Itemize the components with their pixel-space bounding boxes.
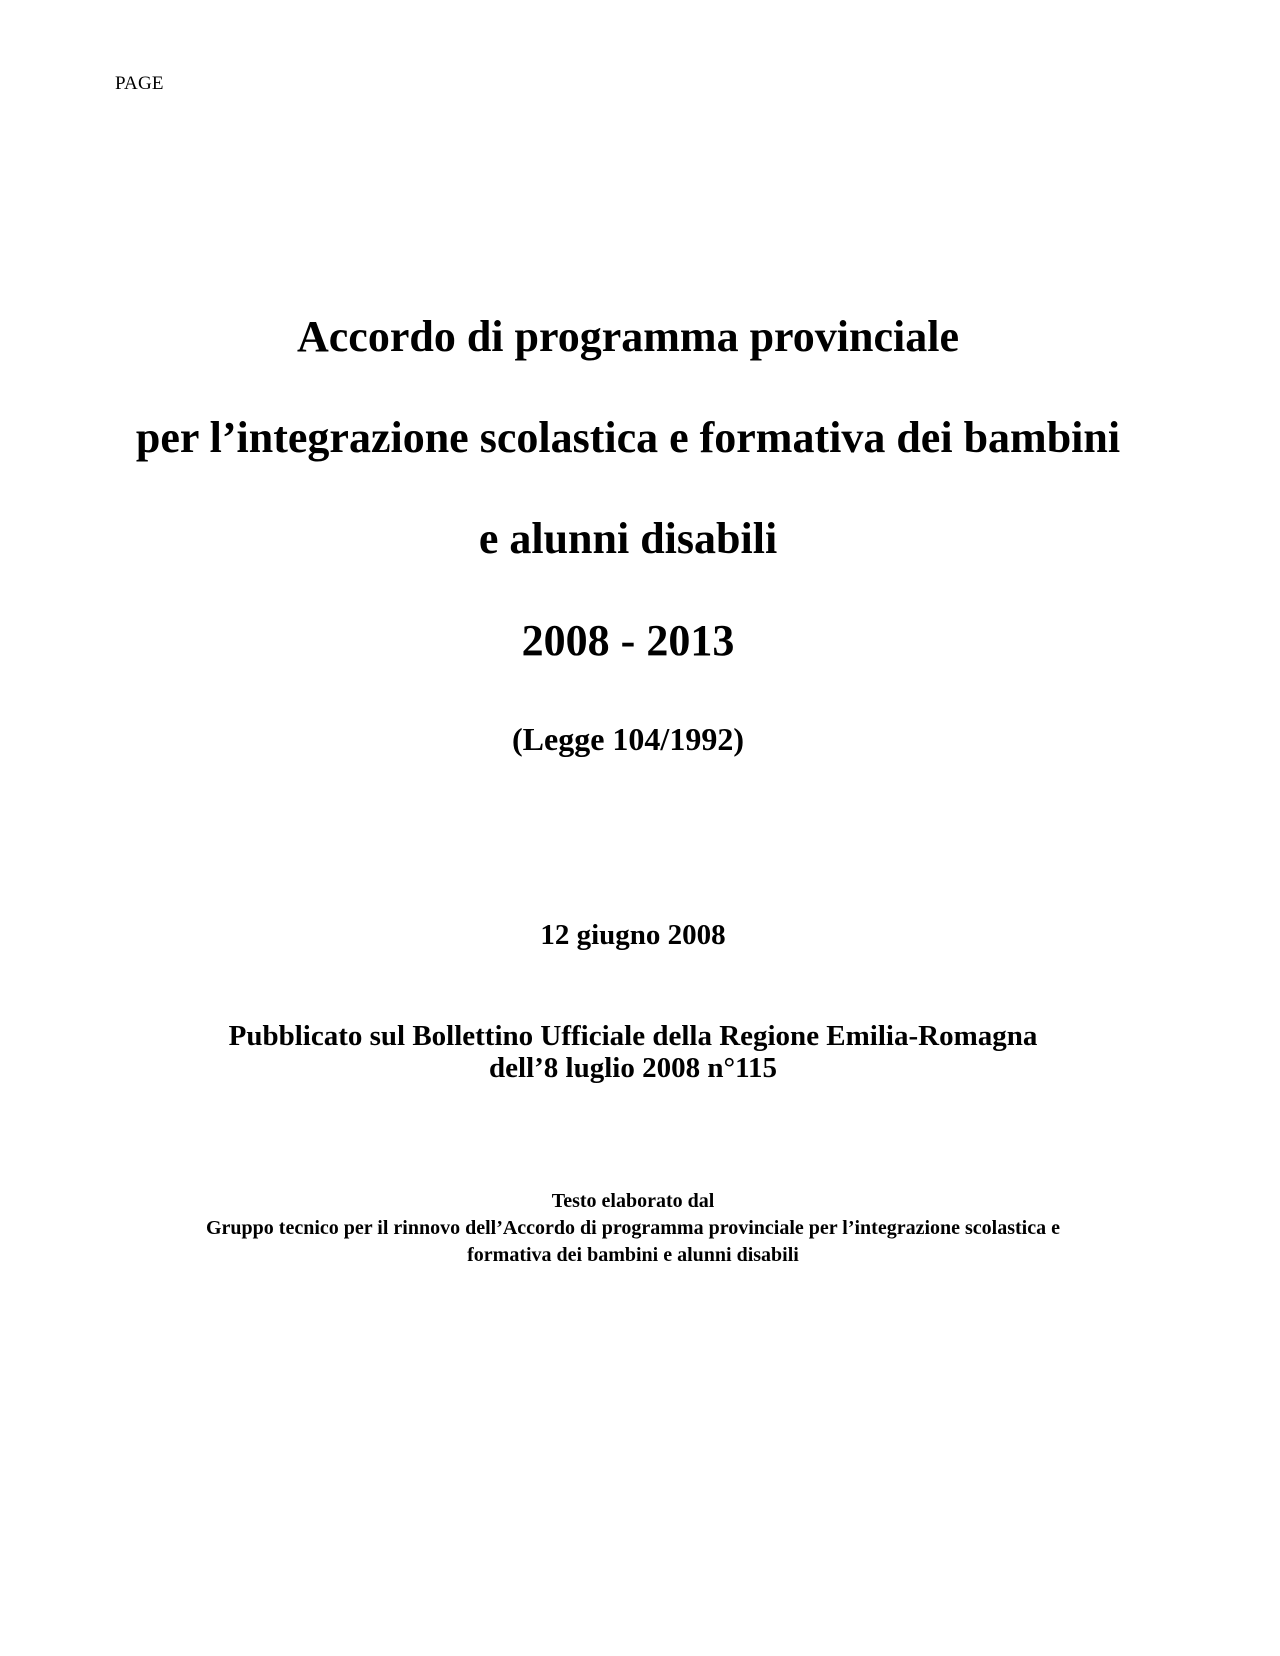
publication-line-1: Pubblicato sul Bollettino Ufficiale della Regione Emilia-Romagna	[228, 1020, 1038, 1052]
publication-line-2: dell’8 luglio 2008 n°115	[489, 1052, 777, 1084]
publication-note	[0, 1020, 1266, 1084]
credits-line-3: formativa dei bambini e alunni disabili	[467, 1244, 799, 1266]
document-years: 2008 - 2013	[521, 616, 735, 665]
document-title-line-2: per l’integrazione scolastica e formativa dei bambini	[135, 413, 1121, 462]
document-title-line-1: Accordo di programma provinciale	[297, 312, 959, 361]
page-header-label: PAGE	[115, 73, 164, 94]
credits-block	[0, 1188, 1266, 1269]
law-reference: (Legge 104/1992)	[512, 721, 744, 757]
document-date: 12 giugno 2008	[540, 919, 726, 951]
credits-line-1: Testo elaborato dal	[551, 1190, 715, 1212]
credits-line-2: Gruppo tecnico per il rinnovo dell’Accordo di programma provinciale per l’integrazione scolastica e	[206, 1217, 1060, 1239]
document-title-line-3: e alunni disabili	[478, 514, 778, 563]
